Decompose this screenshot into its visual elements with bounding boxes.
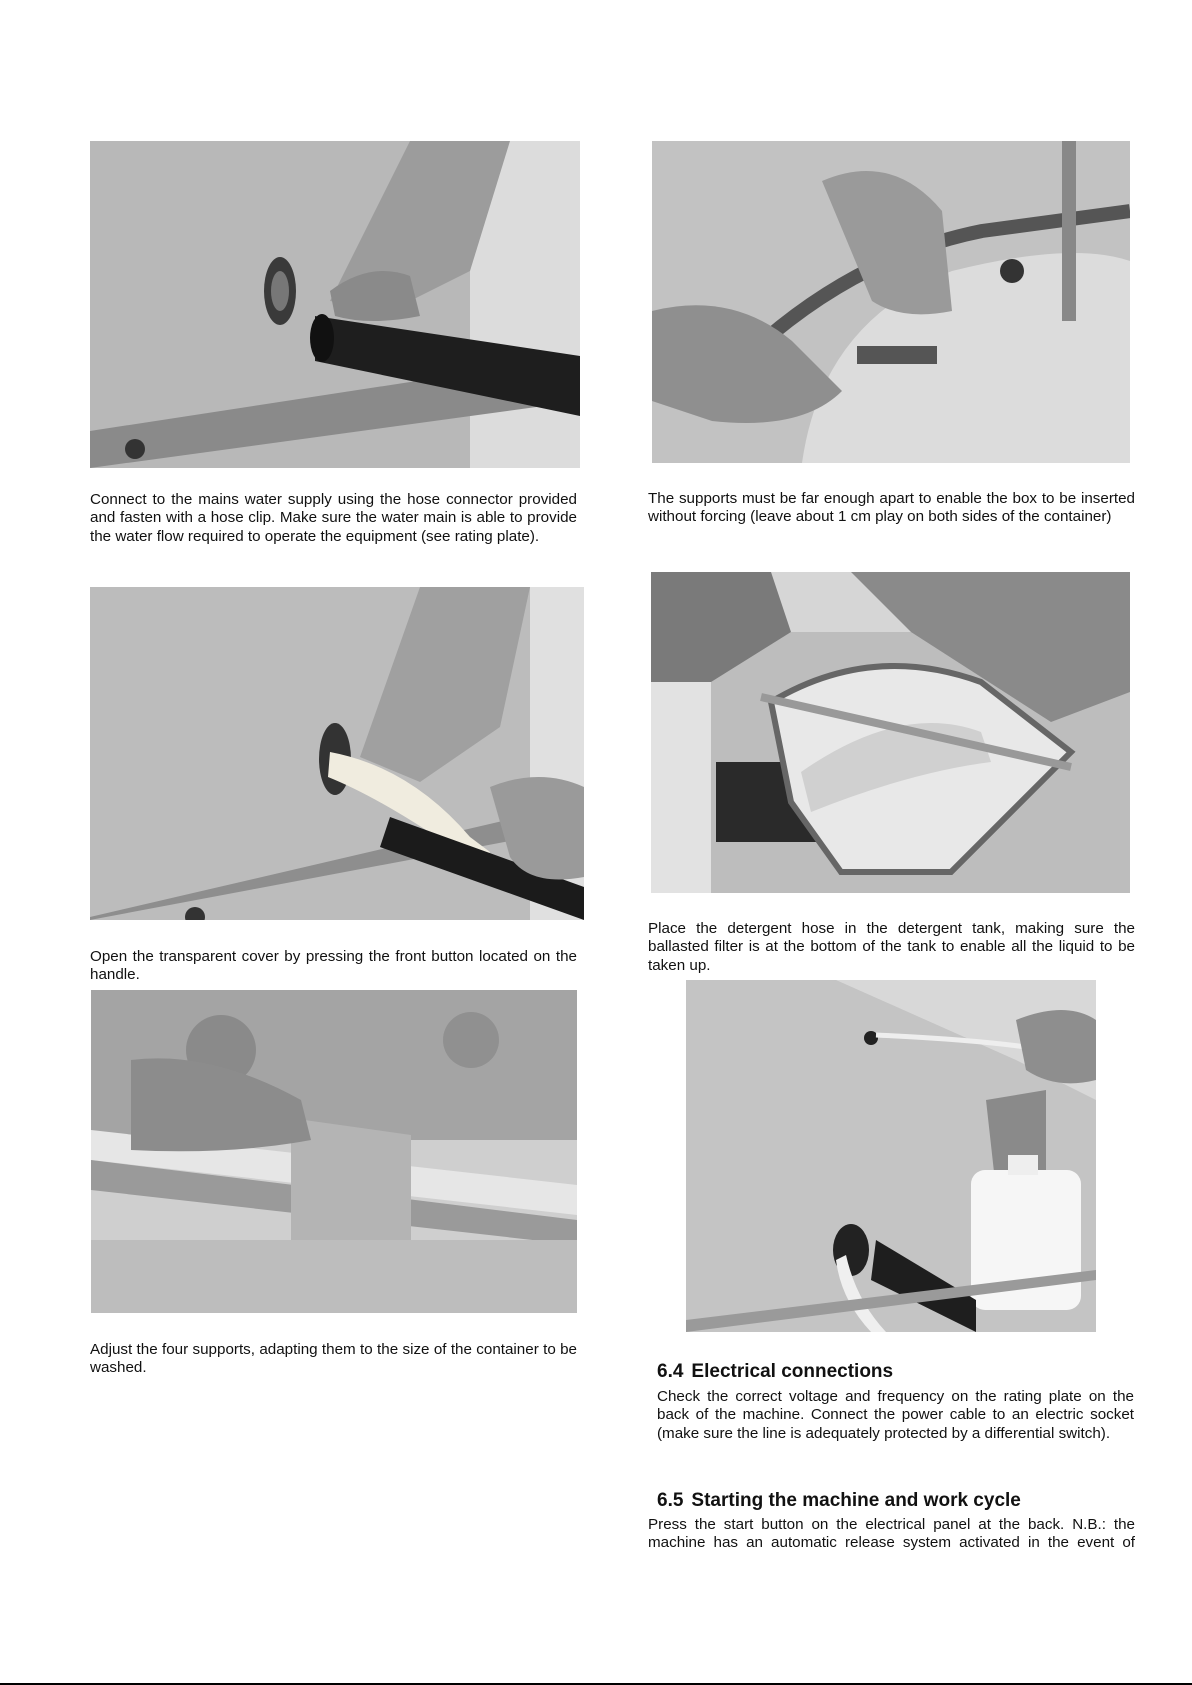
text-starting-machine: Press the start button on the electrical panel at the back. N.B.: the machine has an automatic release system activated in the event of: [648, 1516, 1135, 1552]
photo-measuring-container: [651, 572, 1130, 893]
photo-hose-clip: [90, 587, 584, 920]
section-heading-electrical-connections: [657, 1361, 893, 1383]
text-electrical-connections: Check the correct voltage and frequency on the rating plate on the back of the machine. Connect the power cable to an electric socket (make sure the line is adequately protected by a differential switch).: [657, 1388, 1134, 1442]
photo-detergent-tank: [686, 980, 1096, 1332]
caption-supports-spacing: The supports must be far enough apart to enable the box to be inserted without forcing (leave about 1 cm play on both sides of the container): [648, 490, 1135, 526]
section-title: Starting the machine and work cycle: [691, 1490, 1021, 1511]
photo-hose-connection: [90, 141, 580, 468]
section-title: Electrical connections: [691, 1361, 894, 1382]
photo-transparent-cover-handle: [91, 990, 577, 1313]
caption-adjust-supports: Adjust the four supports, adapting them to the size of the container to be washed.: [90, 1341, 577, 1377]
section-number: 6.5: [657, 1490, 684, 1511]
section-heading-starting-machine: [657, 1490, 1021, 1512]
section-number: 6.4: [657, 1361, 684, 1382]
caption-mains-water-supply: Connect to the mains water supply using the hose connector provided and fasten with a hose clip. Make sure the water main is able to provide the water flow required to operate the equipment (see rating plate).: [90, 491, 577, 545]
photo-supports-adjustment: [652, 141, 1130, 463]
caption-detergent-hose: Place the detergent hose in the detergent tank, making sure the ballasted filter is at the bottom of the tank to enable all the liquid to be taken up.: [648, 920, 1135, 974]
caption-open-cover: Open the transparent cover by pressing the front button located on the handle.: [90, 948, 577, 984]
